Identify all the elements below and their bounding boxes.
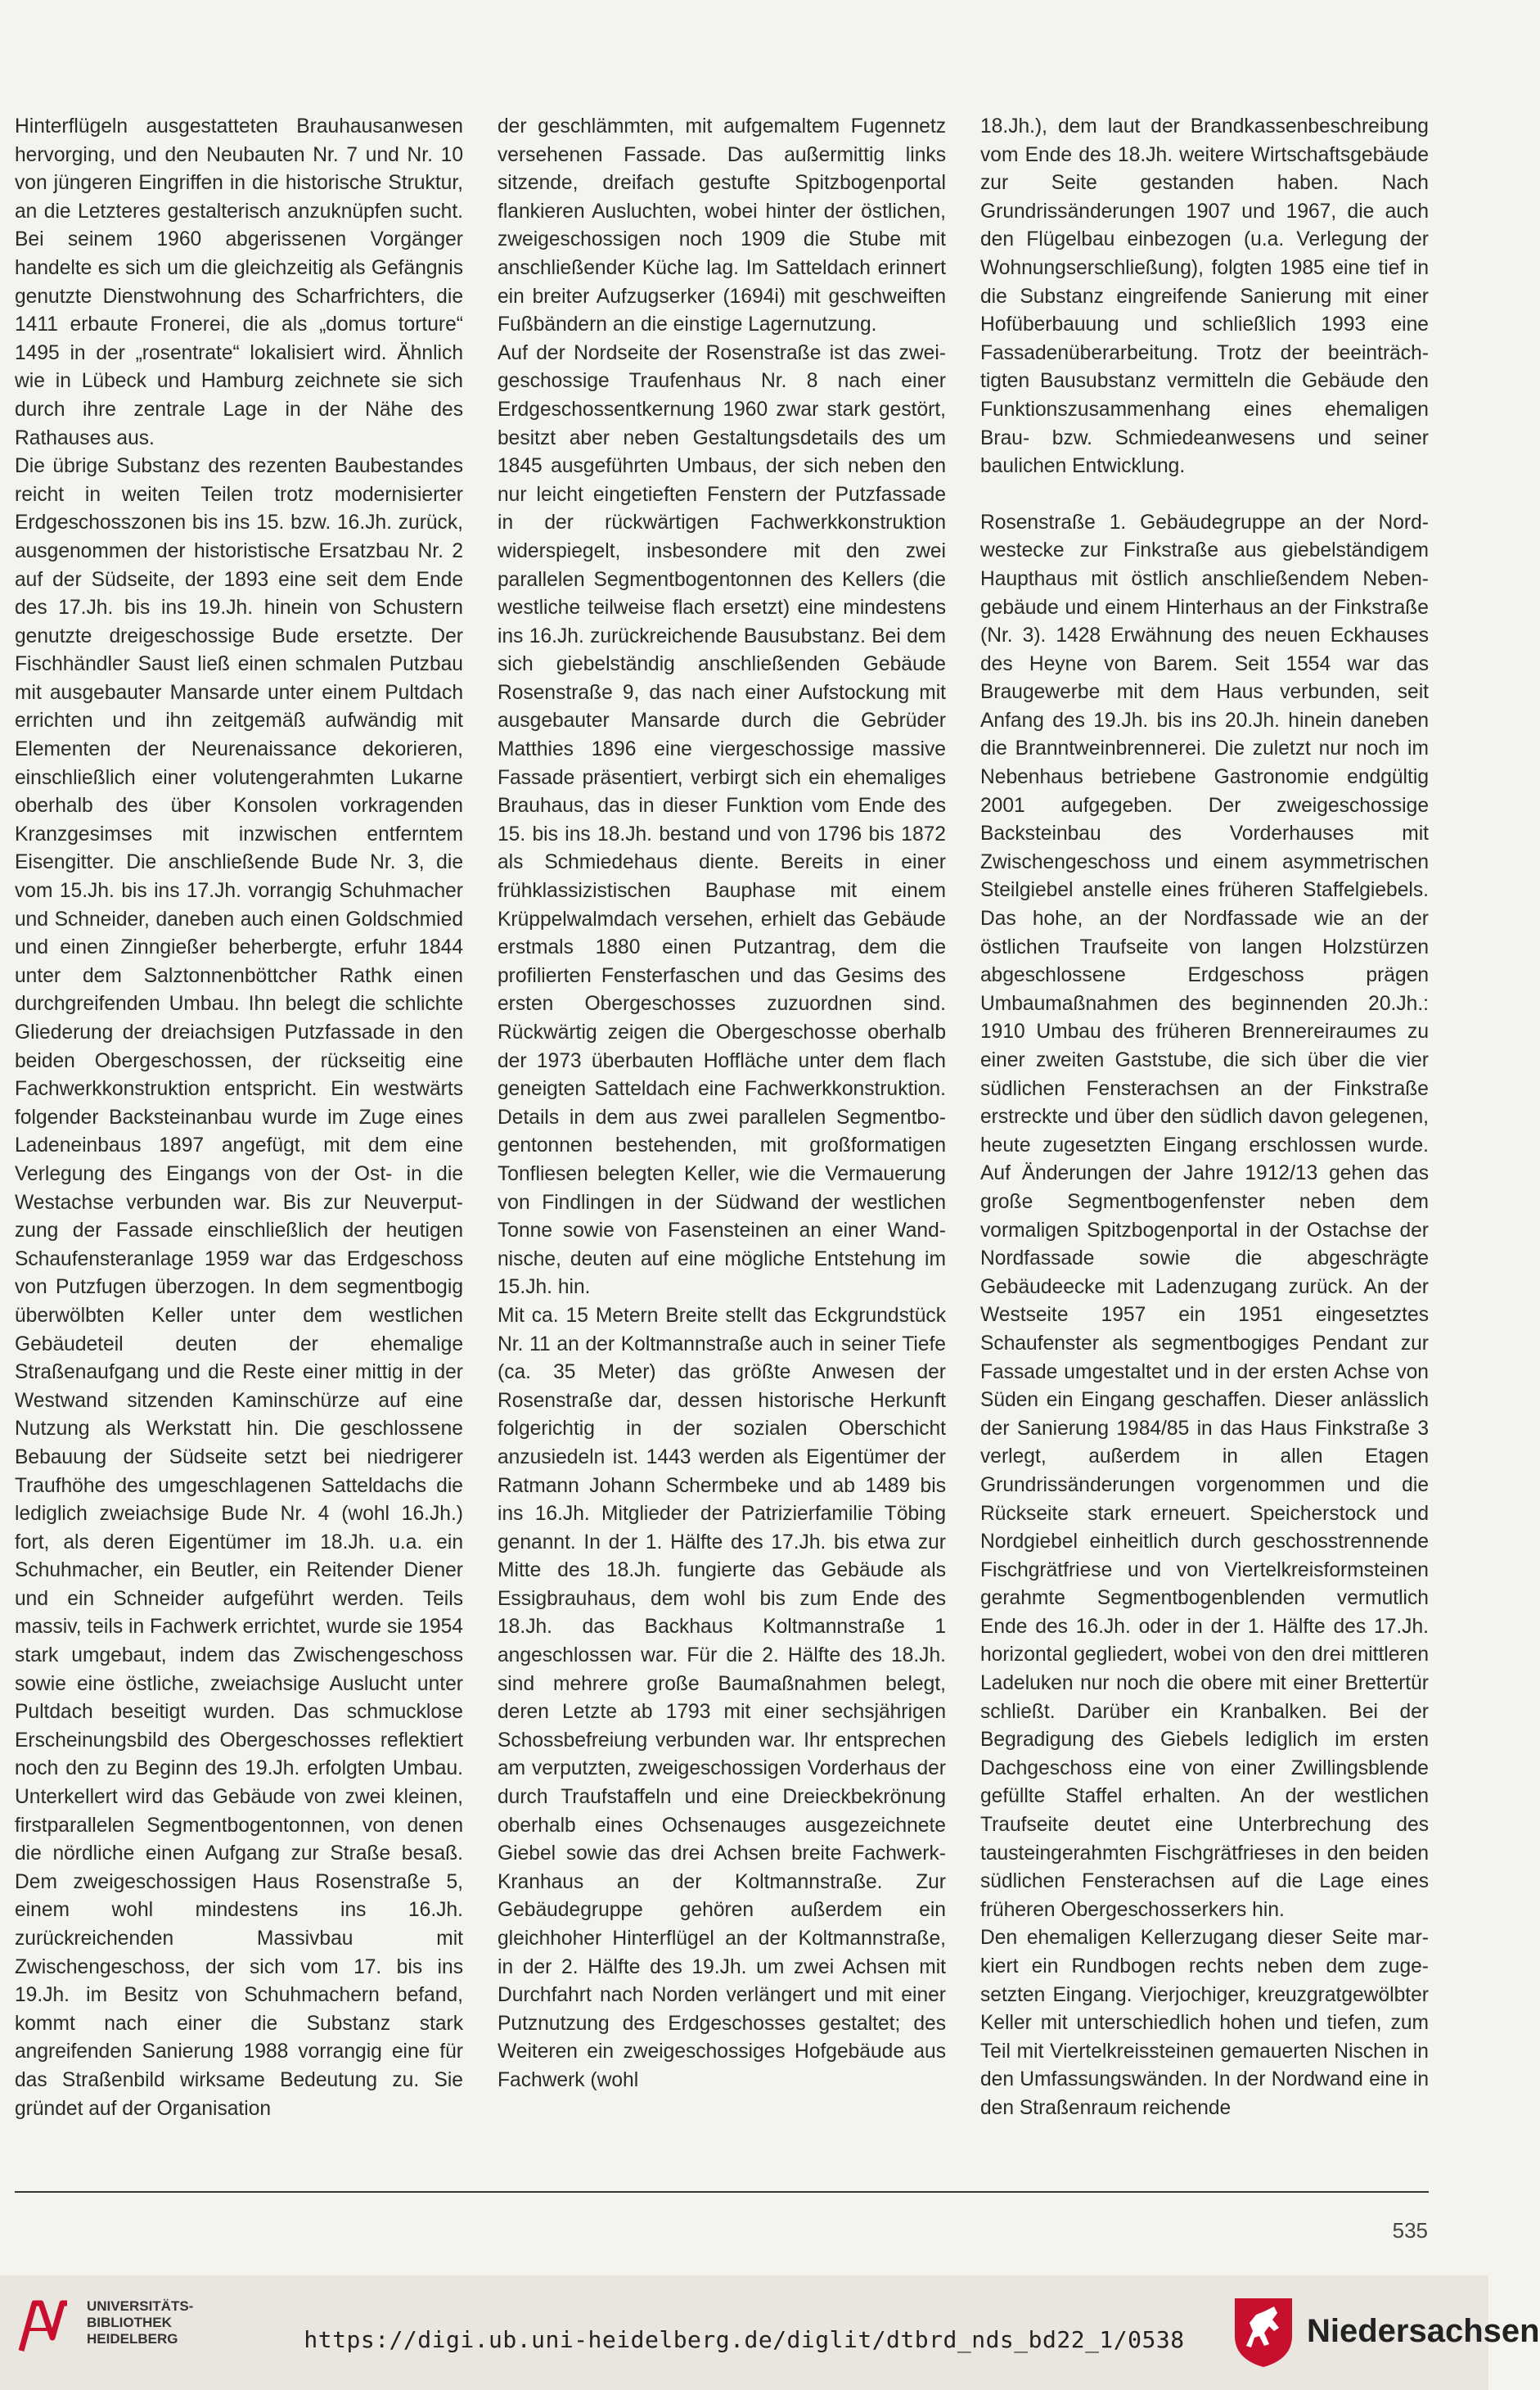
column-3 <box>980 113 1429 2126</box>
column-2 <box>498 113 946 2126</box>
library-name-line: BIBLIOTHEK <box>87 2315 172 2330</box>
state-logo <box>1232 2290 1540 2375</box>
paragraph: Die übrige Substanz des rezenten Baubestandes reicht in weiten Teilen trotz modernisierter Erdgeschosszonen bis ins 15. bzw. 16.Jh. zurück, ausgenommen der historistische Ersatzbau Nr. 2 auf der Südseite, der 1893 eine seit dem Ende des 17.Jh. bis ins 19.Jh. hinein von Schustern genutzte dreigeschossige Bude ersetzte. Der Fischhändler Saust ließ einen schmalen Putzbau mit ausgebauter Mansarde unter einem Pultdach errichten und ihn zeitgemäß aufwändig mit Elementen der Neurenaissance dekorieren, einschließlich einer volutengerahmten Lukarne oberhalb des über Konsolen vorkragenden Kranzgesimses mit inzwischen entferntem Eisengitter. Die anschließende Bude Nr. 3, die vom 15.Jh. bis ins 17.Jh. vorrangig Schuhmacher und Schneider, daneben auch einen Goldschmied und einen Zinngießer beherbergte, erfuhr 1844 unter dem Salztonnenböttcher Rathk einen durchgreifenden Umbau. Ihn belegt die schlichte Gliederung der dreiachsigen Putzfassade in den beiden Obergeschossen, der rückseitig eine Fachwerkkonstruktion entspricht. Ein westwärts folgender Backsteinanbau wurde im Zuge eines Ladeneinbaus 1897 angefügt, mit dem eine Verlegung des Eingangs von der Ost- in die Westachse verbunden war. Bis zur Neuverputzung der Fassade einschließlich der heutigen Schaufensteranlage 1959 war das Erdgeschoss von Putzfugen überzogen. In dem segmentbogig überwölbten Keller unter dem westlichen Gebäudeteil deuten der ehemalige Straßenaufgang und die Reste einer mittig in der Westwand sitzenden Kaminschürze auf eine Nutzung als Werkstatt hin. Die geschlossene Bebauung der Südseite setzt bei niedrigerer Traufhöhe des umgeschlagenen Satteldachs die lediglich zweiachsige Bude Nr. 4 (wohl 16.Jh.) fort, als deren Eigentümer im 18.Jh. u.a. ein Schuhmacher, ein Beutler, ein Reitender Diener und ein Schneider aufgeführt werden. Teils massiv, teils in Fachwerk errichtet, wurde sie 1954 stark umgebaut, indem das Zwischengeschoss sowie eine östliche, zweiachsige Auslucht unter Pultdach beseitigt wurden. Das schmucklose Erscheinungsbild des Obergeschosses reflektiert noch den zu Beginn des 19.Jh. erfolgten Umbau. Unterkellert wird das Gebäude von zwei kleinen, firstparallelen Segmentbogentonnen, von denen die nördliche einen Aufgang zur Straße besaß. Dem zweigeschossigen Haus Rosenstraße 5, einem wohl mindestens ins 16.Jh. zurückreichenden Massivbau mit Zwischengeschoss, der sich vom 17. bis ins 19.Jh. im Besitz von Schuhmachern befand, kommt nach einer die Substanz stark angreifenden Sanierung 1988 vorrangig eine für das Straßenbild wirksame Bedeutung zu. Sie gründet auf der Organisation <box>15 455 463 2120</box>
column-1 <box>15 113 463 2126</box>
library-name-line: UNIVERSITÄTS- <box>87 2298 194 2314</box>
paragraph: Hinterflügeln ausgestatteten Brauhausanwesen hervorging, und den Neubauten Nr. 7 und Nr. 10 von jüngeren Eingriffen in die historische Struktur, an die Letzteres gestalterisch anzuknüpfen sucht. Bei seinem 1960 abgerissenen Vorgänger handelte es sich um die gleichzeitig als Gefängnis genutzte Dienstwohnung des Scharfrichters, die 1411 erbaute Fronerei, die als „domus torture“ 1495 in der „rosentrate“ lokalisiert wird. Ähnlich wie in Lübeck und Hamburg zeichnete sie sich durch ihre zentrale Lage in der Nähe des Rathauses aus. <box>15 115 463 449</box>
text-columns <box>15 113 1429 2126</box>
footer-rule <box>15 2191 1429 2193</box>
paragraph: Mit ca. 15 Metern Breite stellt das Eckgrundstück Nr. 11 an der Koltmannstraße auch in seiner Tiefe (ca. 35 Meter) das größte Anwesen der Rosenstraße dar, dessen historische Herkunft folgerichtig in der sozialen Oberschicht anzusiedeln ist. 1443 werden als Eigentümer der Ratmann Johann Schermbeke und ab 1489 bis ins 16.Jh. Mitglieder der Patrizierfamilie Töbing genannt. In der 1. Hälfte des 17.Jh. bis etwa zur Mitte des 18.Jh. fungierte das Gebäude als Essigbrauhaus, dem wohl bis zum Ende des 18.Jh. das Backhaus Koltmannstraße 1 angeschlossen war. Für die 2. Hälfte des 18.Jh. sind mehrere große Baumaßnahmen belegt, deren Letzte ab 1793 mit einer sechsjährigen Schossbefreiung verbunden war. Ihr entsprechen am verputzten, zweigeschossigen Vorderhaus der durch Traufstaffeln und eine Dreieckbekrönung oberhalb eines Ochsenauges ausgezeichnete Giebel sowie das drei Achsen breite Fachwerk-Kranhaus an der Koltmannstraße. Zur Gebäudegruppe gehören außerdem ein gleichhoher Hinterflügel an der Koltmannstraße, in der 2. Hälfte des 19.Jh. um zwei Achsen mit Durchfahrt nach Norden verlängert und mit einer Putznutzung des Erdgeschosses gestaltet; des Weiteren ein zweigeschossiges Hofgebäude aus Fachwerk (wohl <box>498 1304 946 2091</box>
paragraph: Auf der Nordseite der Rosenstraße ist das zweigeschossige Traufenhaus Nr. 8 nach einer Erdgeschossentkernung 1960 zwar stark gestört, besitzt aber neben Gestaltungsdetails des um 1845 ausgeführten Umbaus, der sich neben den nur leicht eingetieften Fenstern der Putzfassade in der rückwärtigen Fachwerkkonstruktion widerspiegelt, insbesondere mit den zwei parallelen Segmentbogentonnen des Kellers (die westliche teilweise flach ersetzt) eine mindestens ins 16.Jh. zurückreichende Bausubstanz. Bei dem sich giebelständig anschließenden Gebäude Rosenstraße 9, das nach einer Aufstockung mit ausgebauter Mansarde durch die Gebrüder Matthies 1896 eine viergeschossige massive Fassade präsentiert, verbirgt sich ein ehemaliges Brauhaus, das in dieser Funktion vom Ende des 15. bis ins 18.Jh. bestand und von 1796 bis 1872 als Schmiedehaus diente. Bereits in einer frühklassizistischen Bauphase mit einem Krüppelwalmdach versehen, erhielt das Gebäude erstmals 1880 einen Putzantrag, dem die profilierten Fensterfaschen und das Gesims des ersten Obergeschosses zuzuordnen sind. Rückwärtig zeigen die Obergeschosse oberhalb der 1973 überbauten Hoffläche unter dem flach geneigten Satteldach eine Fachwerkkonstruktion. Details in dem aus zwei parallelen Segmentbogentonnen bestehenden, mit großformatigen Tonfliesen belegten Keller, wie die Vermauerung von Findlingen in der Südwand der westlichen Tonne sowie von Fasensteinen an einer Wandnische, deuten auf eine mögliche Entstehung im 15.Jh. hin. <box>498 341 946 1299</box>
state-name: Niedersachsen <box>1307 2313 1540 2349</box>
paragraph: 18.Jh.), dem laut der Brandkassenbeschreibung vom Ende des 18.Jh. weitere Wirtschaftsgebäude zur Seite gestanden haben. Nach Grundrissänderungen 1907 und 1967, die auch den Flügelbau einbezogen (u.a. Verlegung der Wohnungserschließung), folgten 1985 eine tief in die Substanz eingreifende Sanierung mit einer Hofüberbauung und schließlich 1993 eine Fassadenüberarbeitung. Trotz der beeinträchtigten Bausubstanz vermitteln die Gebäude den Funktionszusammenhang eines ehemaligen Brau- bzw. Schmiedeanwesens und seiner baulichen Entwicklung. <box>980 115 1429 478</box>
library-name-line: HEIDELBERG <box>87 2331 178 2347</box>
page-number: 535 <box>1392 2218 1428 2243</box>
paragraph: Den ehemaligen Kellerzugang dieser Seite markiert ein Rundbogen rechts neben dem zugesetzten Eingang. Vierjochiger, kreuzgratgewölbter Keller mit unterschiedlich hohen und tiefen, zum Teil mit Viertelkreissteinen gemauerten Nischen in den Umfassungswänden. In der Nordwand eine in den Straßenraum reichende <box>980 1927 1429 2119</box>
source-url-link[interactable]: https://digi.ub.uni-heidelberg.de/diglit/dtbrd_nds_bd22_1/0538 <box>304 2326 1185 2353</box>
paragraph: Rosenstraße 1. Gebäudegruppe an der Nordwestecke zur Finkstraße aus giebelständigem Haupthaus mit östlich anschließendem Nebengebäude und einem Hinterhaus an der Finkstraße (Nr. 3). 1428 Erwähnung des neuen Eckhauses des Heyne von Barem. Seit 1554 war das Braugewerbe mit dem Haus verbunden, seit Anfang des 19.Jh. bis ins 20.Jh. hinein daneben die Branntweinbrennerei. Die zuletzt nur noch im Nebenhaus betriebene Gastronomie endgültig 2001 aufgegeben. Der zweigeschossige Backsteinbau des Vorderhauses mit Zwischengeschoss und einem asymmetrischen Steilgiebel anstelle eines früheren Staffelgiebels. Das hohe, an der Nordfassade wie an der östlichen Traufseite von langen Holzstürzen abgeschlossene Erdgeschoss prägen Umbaumaßnahmen des beginnenden 20.Jh.: 1910 Umbau des früheren Brennereiraumes zu einer zweiten Gaststube, die sich über die vier südlichen Fensterachsen an der Finkstraße erstreckte und über den südlich davon gelegenen, heute zugesetzten Eingang erschlossen wurde. Auf Änderungen der Jahre 1912/13 gehen das große Segmentbogenfenster neben dem vormaligen Spitzbogenportal in der Ostachse der Nordfassade sowie die abgeschrägte Gebäudeecke mit Ladenzugang zurück. An der Westseite 1957 ein 1951 eingesetztes Schaufenster als segmentbogiges Pendant zur Fassade umgestaltet und in der ersten Achse von Süden ein Eingang geschaffen. Dieser anlässlich der Sanierung 1984/85 in das Haus Finkstraße 3 verlegt, außerdem in allen Etagen Grundrissänderungen vorgenommen und die Rückseite stark erneuert. Speicherstock und Nordgiebel einheitlich durch geschosstrennende Fischgrätfriese und von Viertelkreisformsteinen gerahmte Segmentbogenblenden vermutlich Ende des 16.Jh. oder in der 1. Hälfte des 17.Jh. horizontal gegliedert, wobei von den drei mittleren Ladeluken nur noch die obere mit einer Brettertür schließt. Darüber ein Kranbalken. Bei der Begradigung des Giebels lediglich im ersten Dachgeschoss eine von einer Zwillingsblende gefüllte Staffel erhalten. An der westlichen Traufseite deutet eine Unterbrechung des tausteingerahmten Fischgrätfrieses in den beiden südlichen Fensterachsen auf die Lage eines früheren Obergeschosserkers hin. <box>980 511 1429 1921</box>
horse-shield-icon <box>1232 2295 1295 2369</box>
paragraph: der geschlämmten, mit aufgemaltem Fugennetz versehenen Fassade. Das außermittig links sitzende, dreifach gestufte Spitzbogenportal flankieren Ausluchten, wobei hinter der östlichen, zweigeschossigen noch 1909 die Stube mit anschließender Küche lag. Im Satteldach erinnert ein breiter Aufzugserker (1694i) mit geschweiften Fußbändern an die einstige Lagernutzung. <box>498 115 946 336</box>
digitization-footer <box>0 2275 1540 2390</box>
